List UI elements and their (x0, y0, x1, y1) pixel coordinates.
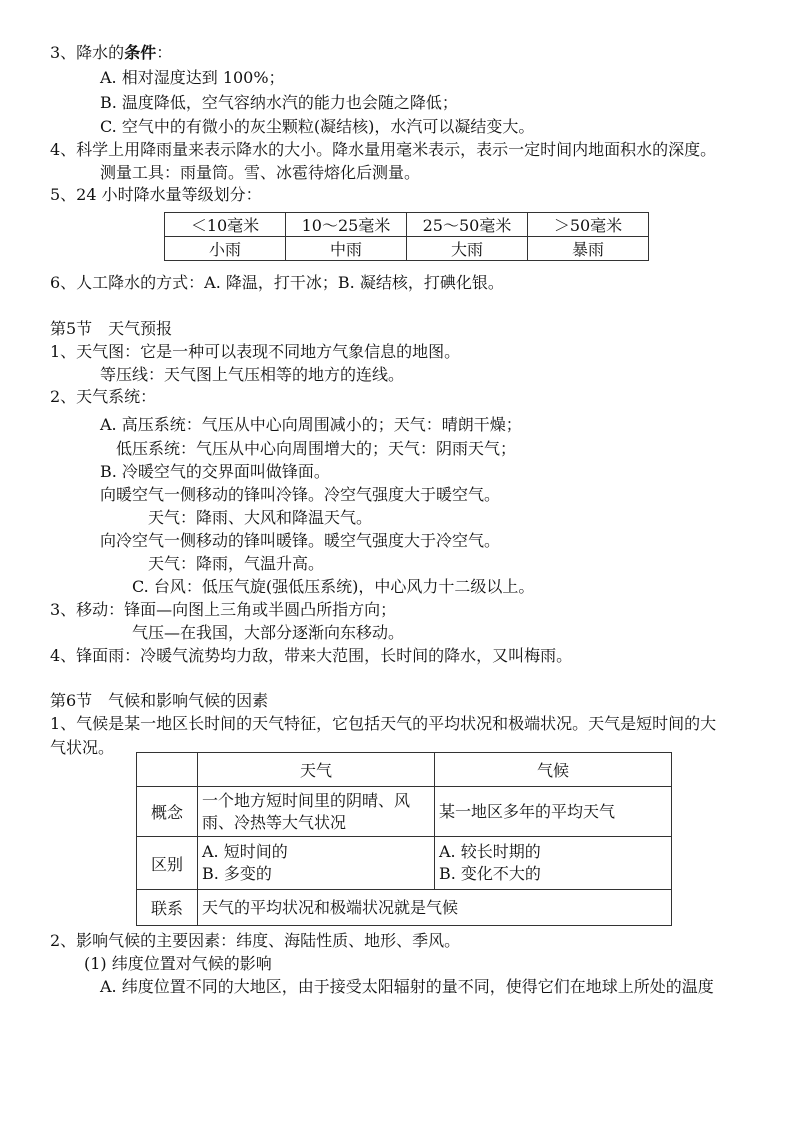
weather-climate-table (136, 752, 672, 926)
cmp-row-difference (137, 837, 672, 890)
cmp-cell-weather: A. 短时间的 B. 多变的 (198, 837, 435, 890)
cmp-row-label: 概念 (137, 787, 198, 837)
sec4-line2: 测量工具：雨量筒。雪、冰雹待熔化后测量。 (100, 163, 421, 182)
ch5-line: 天气：降雨、大风和降温天气。 (148, 508, 373, 527)
ch6-line: 气状况。 (50, 738, 115, 757)
ch5-line: A. 高压系统：气压从中心向周围减小的；天气：晴朗干燥； (100, 415, 522, 434)
ch6-line: 1、气候是某一地区长时间的天气特征，它包括天气的平均状况和极端状况。天气是短时间的大 (50, 714, 717, 733)
ch5-line: 低压系统：气压从中心向周围增大的；天气：阴雨天气； (116, 439, 517, 458)
cmp-row-concept (137, 787, 672, 837)
cmp-cell-merged: 天气的平均状况和极端状况就是气候 (198, 890, 672, 926)
sec3-item-a: A. 相对湿度达到 100%； (100, 68, 285, 87)
ch5-line: 向暖空气一侧移动的锋叫冷锋。冷空气强度大于暖空气。 (100, 485, 501, 504)
rainfall-header-cell: 10～25毫米 (286, 213, 407, 237)
sec4-line1: 4、科学上用降雨量来表示降水的大小。降水量用毫米表示，表示一定时间内地面积水的深度。 (50, 140, 717, 159)
cmp-cell-climate: A. 较长时期的 B. 变化不大的 (435, 837, 672, 890)
rainfall-value-cell: 中雨 (286, 237, 407, 261)
chapter5-title: 第5节 天气预报 (50, 319, 173, 338)
sec3-title: 3、降水的条件： (50, 43, 173, 62)
cmp-row-connection (137, 890, 672, 926)
rainfall-header-row (165, 213, 649, 237)
ch5-line: 等压线：天气图上气压相等的地方的连线。 (100, 365, 405, 384)
ch5-line: 向冷空气一侧移动的锋叫暖锋。暖空气强度大于冷空气。 (100, 531, 501, 550)
sec6-line: 6、人工降水的方式：A. 降温，打干冰；B. 凝结核，打碘化银。 (50, 273, 504, 292)
rainfall-value-cell: 暴雨 (528, 237, 649, 261)
cmp-corner-cell (137, 753, 198, 787)
ch5-line: B. 冷暖空气的交界面叫做锋面。 (100, 462, 330, 481)
cmp-row-label: 区别 (137, 837, 198, 890)
sec5-title: 5、24 小时降水量等级划分： (50, 185, 262, 204)
cmp-cell-climate: 某一地区多年的平均天气 (435, 787, 672, 837)
after-line: A. 纬度位置不同的大地区，由于接受太阳辐射的量不同，使得它们在地球上所处的温度 (100, 977, 714, 996)
cmp-header-row (137, 753, 672, 787)
chapter6-title: 第6节 气候和影响气候的因素 (50, 691, 269, 710)
sec3-title-bold: 条件 (124, 43, 157, 62)
rainfall-header-cell: 25～50毫米 (407, 213, 528, 237)
ch5-line: 气压—在我国，大部分逐渐向东移动。 (132, 623, 405, 642)
rainfall-value-cell: 大雨 (407, 237, 528, 261)
rainfall-value-row (165, 237, 649, 261)
sec3-item-c: C. 空气中的有微小的灰尘颗粒(凝结核)，水汽可以凝结变大。 (100, 117, 535, 136)
ch5-line: 3、移动：锋面—向图上三角或半圆凸所指方向； (50, 600, 397, 619)
cmp-row-label: 联系 (137, 890, 198, 926)
after-line: 2、影响气候的主要因素：纬度、海陆性质、地形、季风。 (50, 931, 461, 950)
ch5-line: 天气：降雨，气温升高。 (148, 554, 325, 573)
rainfall-header-cell: ＜10毫米 (165, 213, 286, 237)
ch5-line: C. 台风：低压气旋(强低压系统)，中心风力十二级以上。 (132, 577, 535, 596)
rainfall-grade-table (164, 212, 649, 261)
cmp-cell-weather: 一个地方短时间里的阴晴、风 雨、冷热等大气状况 (198, 787, 435, 837)
ch5-line: 4、锋面雨：冷暖气流势均力敌，带来大范围，长时间的降水，又叫梅雨。 (50, 646, 573, 665)
cmp-col-header-climate: 气候 (435, 753, 672, 787)
ch5-line: 1、天气图：它是一种可以表现不同地方气象信息的地图。 (50, 342, 461, 361)
cmp-col-header-weather: 天气 (198, 753, 435, 787)
sec3-item-b: B. 温度降低，空气容纳水汽的能力也会随之降低； (100, 93, 458, 112)
rainfall-header-cell: ＞50毫米 (528, 213, 649, 237)
ch5-line: 2、天气系统： (50, 387, 157, 406)
after-line: (1) 纬度位置对气候的影响 (84, 954, 272, 973)
rainfall-value-cell: 小雨 (165, 237, 286, 261)
